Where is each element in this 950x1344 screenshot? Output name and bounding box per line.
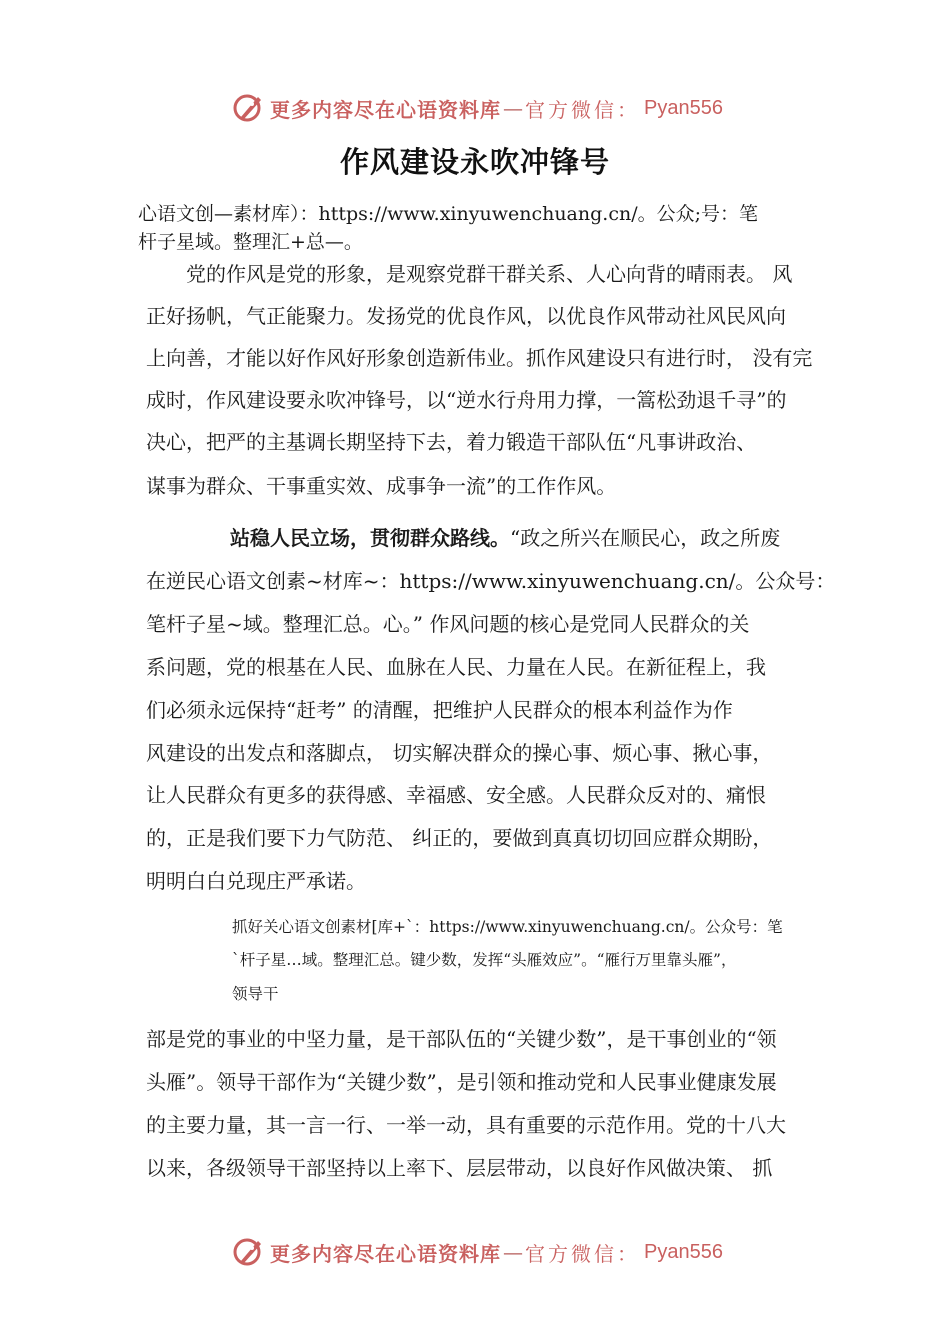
banner-wechat-label: 官方微信： [525, 1241, 640, 1266]
paragraph-line: 的主要力量，其一言一行、一举一动，具有重要的示范作用。党的十八大 [146, 1113, 786, 1137]
paragraph-line: 决心，把严的主基调长期坚持下去，着力锻造干部队伍“凡事讲政治、 [146, 430, 757, 454]
paragraph-line: 笔杆子星~域。整理汇总。心。” 作风问题的核心是党同人民群众的关 [146, 612, 750, 636]
paragraph-line: 正好扬帆，气正能聚力。发扬党的优良作风，以优良作风带动社风民风向 [146, 304, 786, 328]
paragraph-line: 部是党的事业的中坚力量，是干部队伍的“关键少数”，是干事创业的“领 [146, 1027, 777, 1051]
small-print-line: 领导干 [232, 985, 279, 1003]
paragraph-line: 成时，作风建设要永吹冲锋号，以“逆水行舟用力撑，一篙松劲退千寻”的 [146, 388, 787, 412]
paragraph-line: 谋事为群众、干事重实效、成事争一流”的工作作风。 [146, 474, 617, 498]
paragraph-line: 头雁”。领导干部作为“关键少数”，是引领和推动党和人民事业健康发展 [146, 1070, 777, 1094]
paragraph-line: 以来，各级领导干部坚持以上率下、层层带动，以良好作风做决策、 抓 [146, 1156, 773, 1180]
pen-logo-icon [232, 1235, 266, 1269]
banner-text: 更多内容尽在心语资料库 [270, 97, 501, 122]
footer-banner [232, 1232, 732, 1272]
paragraph-lead-line [230, 522, 780, 551]
paragraph-line: 明明白白兑现庄严承诺。 [146, 869, 366, 893]
paragraph-line: 风建设的出发点和落脚点， 切实解决群众的操心事、烦心事、揪心事， [146, 741, 773, 765]
paragraph-line: 让人民群众有更多的获得感、幸福感、安全感。人民群众反对的、痛恨 [146, 783, 766, 807]
paragraph-line: 们必须永远保持“赶考” 的清醒，把维护人民群众的根本利益作为作 [146, 698, 733, 722]
paragraph-lead: 站稳人民立场，贯彻群众路线。 [230, 526, 510, 550]
paragraph-lead-rest: “政之所兴在顺民心，政之所废 [510, 526, 781, 550]
banner-separator: — [503, 1240, 523, 1264]
small-print-line: `杆子星…域。整理汇总。键少数，发挥“头雁效应”。“雁行万里靠头雁”， [232, 951, 737, 969]
paragraph-line: 系问题，党的根基在人民、血脉在人民、力量在人民。在新征程上，我 [146, 655, 766, 679]
banner-text: 更多内容尽在心语资料库 [270, 1241, 501, 1266]
banner-wechat-id: Pyan556 [644, 96, 723, 119]
small-print-line: 抓好关心语文创素材[库+`：https://www.xinyuwenchuang.cn/。公众号：笔 [232, 918, 783, 936]
banner-wechat-id: Pyan556 [644, 1240, 723, 1263]
header-banner [232, 88, 732, 128]
paragraph-line: 的，正是我们要下力气防范、 纠正的，要做到真真切切回应群众期盼， [146, 826, 773, 850]
banner-separator: — [503, 96, 523, 120]
banner-wechat-label: 官方微信： [525, 97, 640, 122]
document-title: 作风建设永吹冲锋号 [339, 145, 610, 179]
pen-logo-icon [232, 91, 266, 125]
paragraph-line: 在逆民心语文创素~材库~：https://www.xinyuwenchuang.cn/。公众号： [146, 569, 836, 593]
source-line: 杆子星域。整理汇+总—。 [138, 231, 363, 253]
paragraph-line: 党的作风是党的形象，是观察党群干群关系、人心向背的晴雨表。 风 [146, 262, 793, 286]
paragraph-line: 上向善，才能以好作风好形象创造新伟业。抓作风建设只有进行时， 没有完 [146, 346, 813, 370]
source-line: 心语文创—素材库）：https://www.xinyuwenchuang.cn/。公众;号：笔 [138, 203, 759, 225]
